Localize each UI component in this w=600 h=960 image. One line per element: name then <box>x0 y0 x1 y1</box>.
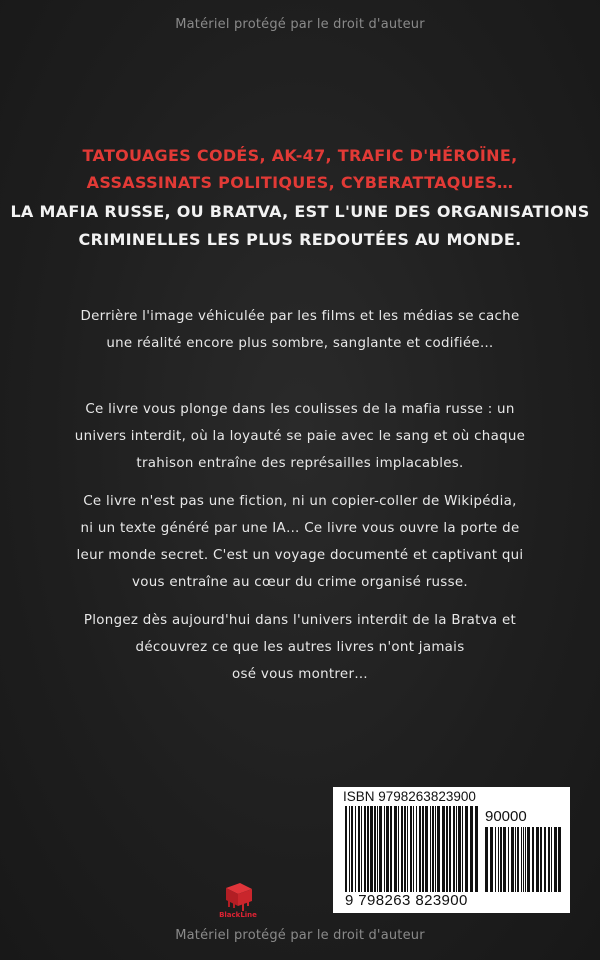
headline-red-line-1: TATOUAGES CODÉS, AK-47, TRAFIC D'HÉROÏNE, <box>82 146 518 165</box>
blurb-line: Plongez dès aujourd'hui dans l'univers interdit de la Bratva et <box>83 613 517 628</box>
blurb-line: Ce livre n'est pas une fiction, ni un copier-coller de Wikipédia, <box>83 494 517 509</box>
blurb-line: ni un texte généré par une IA… Ce livre vous ouvre la porte de <box>80 521 520 536</box>
headline-white-line-2: CRIMINELLES LES PLUS REDOUTÉES AU MONDE. <box>78 230 522 249</box>
copyright-watermark-bottom: Matériel protégé par le droit d'auteur <box>175 928 425 943</box>
headline-red-line-2: ASSASSINATS POLITIQUES, CYBERATTAQUES… <box>86 173 514 192</box>
isbn-label: ISBN 9798263823900 <box>343 789 476 804</box>
blurb-line: trahison entraîne des représailles implacables. <box>136 456 464 471</box>
publisher-logo-text: BlackLine <box>219 911 257 919</box>
price-code: 90000 <box>485 808 527 825</box>
blurb-line: osé vous montrer… <box>232 667 368 682</box>
blurb-paragraph-3 <box>50 488 550 596</box>
blurb-paragraph-1 <box>50 303 550 357</box>
addon-barcode-bars <box>485 827 563 894</box>
isbn-barcode <box>333 787 570 913</box>
blurb-line: découvrez ce que les autres livres n'ont jamais <box>135 640 465 655</box>
headline-white-line-1: LA MAFIA RUSSE, OU BRATVA, EST L'UNE DES ORGANISATIONS <box>10 202 590 221</box>
blurb-line: univers interdit, où la loyauté se paie avec le sang et où chaque <box>74 429 526 444</box>
blurb-line: vous entraîne au cœur du crime organisé russe. <box>132 575 468 590</box>
blurb-line: Derrière l'image véhiculée par les films et les médias se cache <box>80 309 520 324</box>
ean-barcode-bars <box>345 806 481 894</box>
copyright-watermark-top: Matériel protégé par le droit d'auteur <box>175 17 425 32</box>
blurb-paragraph-2 <box>50 396 550 477</box>
blurb-line: leur monde secret. C'est un voyage documenté et captivant qui <box>76 548 524 563</box>
blurb-paragraph-4 <box>50 607 550 688</box>
isbn-digits: 9 798263 823900 <box>345 892 468 909</box>
blurb-line: Ce livre vous plonge dans les coulisses de la mafia russe : un <box>85 402 515 417</box>
blurb-line: une réalité encore plus sombre, sanglante et codifiée… <box>106 336 494 351</box>
